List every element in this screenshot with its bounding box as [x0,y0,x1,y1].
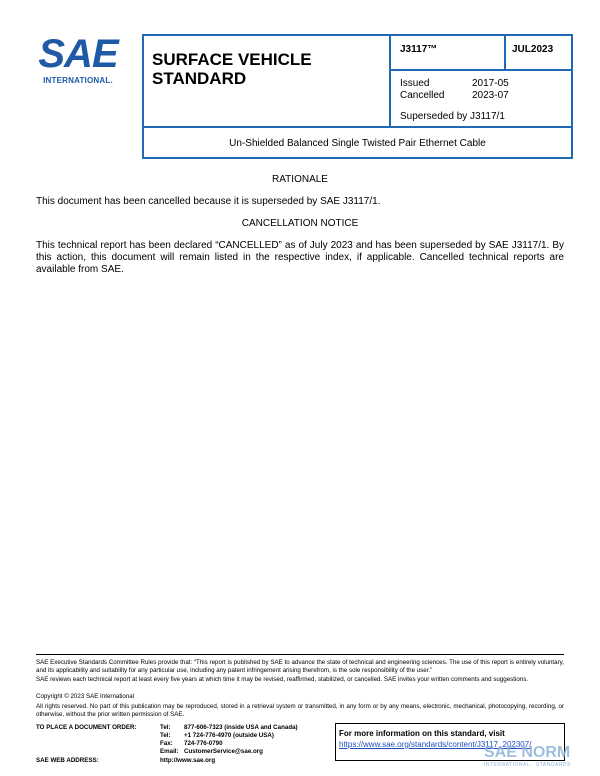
footer-rules-text: SAE Executive Standards Committee Rules provide that: “This report is published by SAE to advance the state of technical and engineering sciences. The use of this report is entirely voluntary, and its applicability and suitability for any particular use, including any patent infringement arising therefrom, is the sole responsibility of the user.” [36,659,564,674]
sae-logo [36,32,120,88]
email-value[interactable]: CustomerService@sae.org [184,748,263,755]
cancelled-value: 2023-07 [472,90,509,101]
tel1-label: Tel: [160,724,171,731]
order-label: TO PLACE A DOCUMENT ORDER: [36,724,137,731]
web-value[interactable]: http://www.sae.org [160,757,216,764]
header-divider [144,126,571,128]
rationale-text: This document has been cancelled because it is superseded by SAE J3117/1. [36,196,381,207]
notice-heading: CANCELLATION NOTICE [241,218,359,229]
document-title: Un-Shielded Balanced Single Twisted Pair Ethernet Cable [229,138,486,149]
document-type [152,50,312,88]
fax-value: 724-776-0790 [184,740,223,747]
superseded-note: Superseded by J3117/1 [400,111,505,122]
issued-value: 2017-05 [472,78,509,89]
notice-text: This technical report has been declared “CANCELLED” as of July 2023 and has been superseded by SAE J3117/1. By this action, this document will remain listed in the respective index, if applicable. Cancelled technical reports are available from SAE. [36,240,564,275]
rationale-heading: RATIONALE [272,174,328,185]
watermark-subtext: INTERNATIONAL · STANDARDS [484,762,571,768]
title-line: SURFACE VEHICLE [152,50,312,69]
info-title: For more information on this standard, visit [339,729,505,738]
logo-mark: SAE [38,32,118,76]
watermark: SAE NORM [484,744,571,761]
tel2-value: +1 724-776-4970 (outside USA) [184,732,274,739]
document-number: J3117™ [400,44,438,55]
header-divider [389,36,391,126]
cancelled-label: Cancelled [400,90,445,101]
header-box [142,34,573,159]
footer-rights-text: All rights reserved. No part of this publication may be reproduced, stored in a retrieval system or transmitted, in any form or by any means, electronic, mechanical, photocopying, recording, or otherwise, without the prior written permission of SAE. [36,703,564,718]
footer-rule [36,654,564,655]
tel2-label: Tel: [160,732,171,739]
document-date: JUL2023 [512,44,554,55]
issued-label: Issued [400,78,430,89]
fax-label: Fax: [160,740,173,747]
title-line: STANDARD [152,69,247,88]
tel1-value: 877-606-7323 (inside USA and Canada) [184,724,298,731]
info-link[interactable]: https://www.sae.org/standards/content/J3117_202307/ [339,740,532,749]
logo-subtext: INTERNATIONAL. [43,76,113,85]
email-label: Email: [160,748,179,755]
header-divider [504,36,506,69]
footer-review-text: SAE reviews each technical report at least every five years at which time it may be revised, reaffirmed, stabilized, or cancelled. SAE invites your written comments and suggestions. [36,676,529,683]
web-label: SAE WEB ADDRESS: [36,757,99,764]
header-divider [389,69,573,71]
footer-copyright: Copyright © 2023 SAE International [36,693,135,700]
